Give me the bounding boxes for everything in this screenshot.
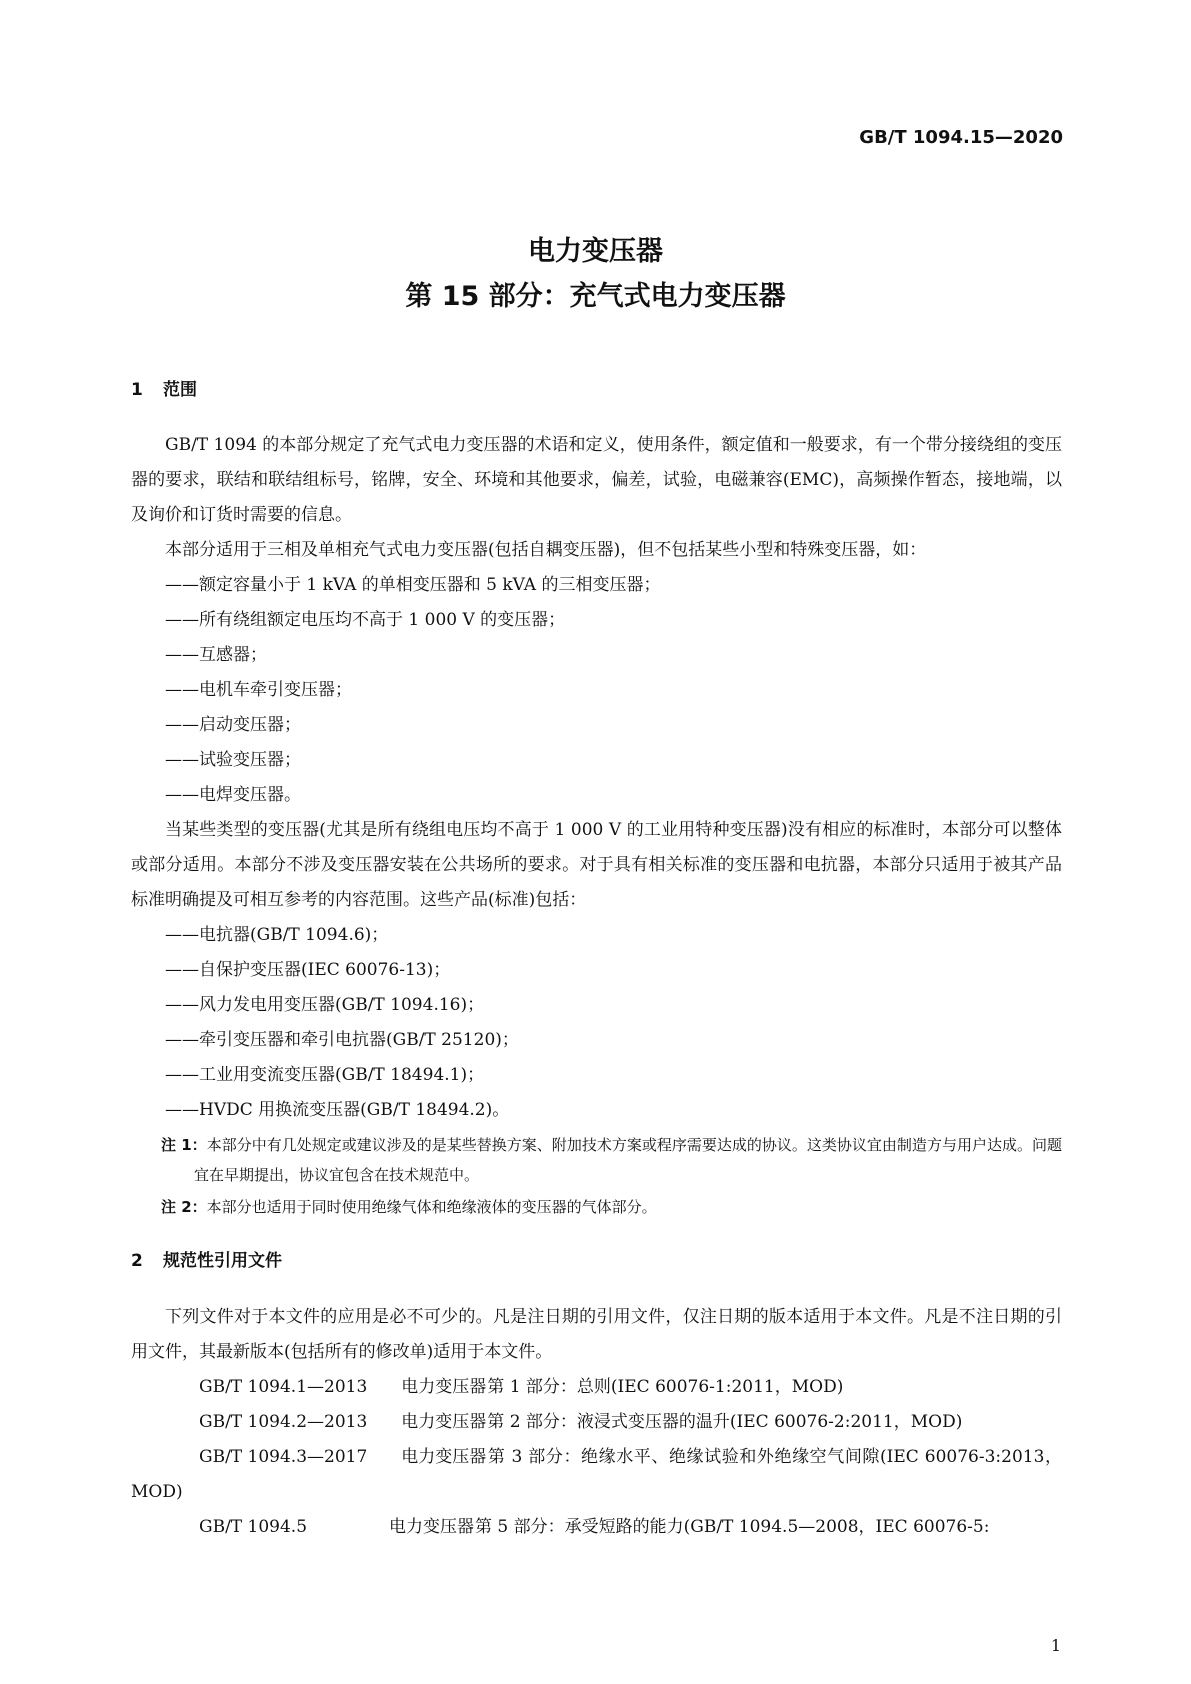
section-1-heading (131, 375, 197, 400)
section-number: 1 (131, 380, 143, 400)
reference-code: GB/T 1094.2—2013 (199, 1412, 368, 1432)
list-item: ——互感器； (165, 645, 267, 665)
reference-name: 电力变压器 (401, 1412, 487, 1432)
reference-item (131, 1510, 1062, 1545)
standard-number: GB/T 1094.15—2020 (859, 127, 1063, 148)
paragraph: 下列文件对于本文件的应用是必不可少的。凡是注日期的引用文件，仅注日期的版本适用于本文件。凡是不注日期的引用文件，其最新版本(包括所有的修改单)适用于本文件。 (131, 1307, 1062, 1362)
list-item: ——启动变压器； (165, 715, 301, 735)
list-item: ——电机车牵引变压器； (165, 680, 352, 700)
section-number: 2 (131, 1251, 143, 1271)
list-item: ——风力发电用变压器(GB/T 1094.16)； (165, 995, 485, 1015)
paragraph: GB/T 1094 的本部分规定了充气式电力变压器的术语和定义，使用条件，额定值和一般要求，有一个带分接绕组的变压器的要求，联结和联结组标号，铭牌，安全、环境和其他要求，偏差，试验，电磁兼容(EMC)，高频操作暂态，接地端，以及询价和订货时需要的信息。 (131, 435, 1062, 525)
note-2 (131, 1192, 1062, 1222)
paragraph: 本部分适用于三相及单相充气式电力变压器(包括自耦变压器)，但不包括某些小型和特殊变压器，如： (165, 540, 927, 560)
reference-title: 第 5 部分：承受短路的能力(GB/T 1094.5—2008，IEC 60076-5: (475, 1517, 990, 1537)
list-item: ——自保护变压器(IEC 60076-13)； (165, 960, 451, 980)
list-item: ——HVDC 用换流变压器(GB/T 18494.2)。 (165, 1100, 510, 1120)
section-1-body (131, 428, 1062, 1222)
note-1 (131, 1130, 1062, 1190)
reference-code: GB/T 1094.5 (199, 1517, 308, 1537)
reference-name: 电力变压器 (401, 1377, 487, 1397)
list-item: ——工业用变流变压器(GB/T 18494.1)； (165, 1065, 485, 1085)
reference-item (131, 1405, 1062, 1440)
page-number: 1 (1050, 1636, 1061, 1655)
list-item: ——电抗器(GB/T 1094.6)； (165, 925, 389, 945)
reference-name: 电力变压器 (389, 1517, 474, 1537)
section-title: 规范性引用文件 (163, 1251, 282, 1271)
paragraph: 当某些类型的变压器(尤其是所有绕组电压均不高于 1 000 V 的工业用特种变压器)没有相应的标准时，本部分可以整体或部分适用。本部分不涉及变压器安装在公共场所的要求。对于具有相关标准的变压器和电抗器，本部分只适用于被其产品标准明确提及可相互参考的内容范围。这些产品(标准)包括： (131, 820, 1062, 910)
document-subtitle: 第 15 部分：充气式电力变压器 (405, 281, 786, 312)
reference-title: 第 1 部分：总则(IEC 60076-1:2011，MOD) (487, 1377, 844, 1397)
list-item: ——电焊变压器。 (165, 785, 301, 805)
note-label: 注 1： (161, 1136, 207, 1154)
note-label: 注 2： (161, 1198, 207, 1216)
list-item: ——牵引变压器和牵引电抗器(GB/T 25120)； (165, 1030, 519, 1050)
list-item: ——额定容量小于 1 kVA 的单相变压器和 5 kVA 的三相变压器； (165, 575, 661, 595)
reference-title: 第 3 部分：绝缘水平、绝缘试验和外绝缘空气间隙(IEC 60076-3:2013，MOD) (131, 1447, 1062, 1502)
section-2-heading (131, 1246, 282, 1271)
section-title: 范围 (163, 380, 197, 400)
document-title: 电力变压器 (528, 236, 663, 267)
reference-title: 第 2 部分：液浸式变压器的温升(IEC 60076-2:2011，MOD) (487, 1412, 963, 1432)
reference-item (131, 1440, 1062, 1510)
reference-code: GB/T 1094.1—2013 (199, 1377, 368, 1397)
note-text: 本部分中有几处规定或建议涉及的是某些替换方案、附加技术方案或程序需要达成的协议。这类协议宜由制造方与用户达成。问题宜在早期提出，协议宜包含在技术规范中。 (194, 1136, 1062, 1184)
reference-code: GB/T 1094.3—2017 (199, 1447, 368, 1467)
reference-item (131, 1370, 1062, 1405)
note-text: 本部分也适用于同时使用绝缘气体和绝缘液体的变压器的气体部分。 (206, 1198, 657, 1216)
list-item: ——试验变压器； (165, 750, 301, 770)
reference-name: 电力变压器 (401, 1447, 487, 1467)
section-2-body (131, 1300, 1062, 1545)
list-item: ——所有绕组额定电压均不高于 1 000 V 的变压器； (165, 610, 566, 630)
